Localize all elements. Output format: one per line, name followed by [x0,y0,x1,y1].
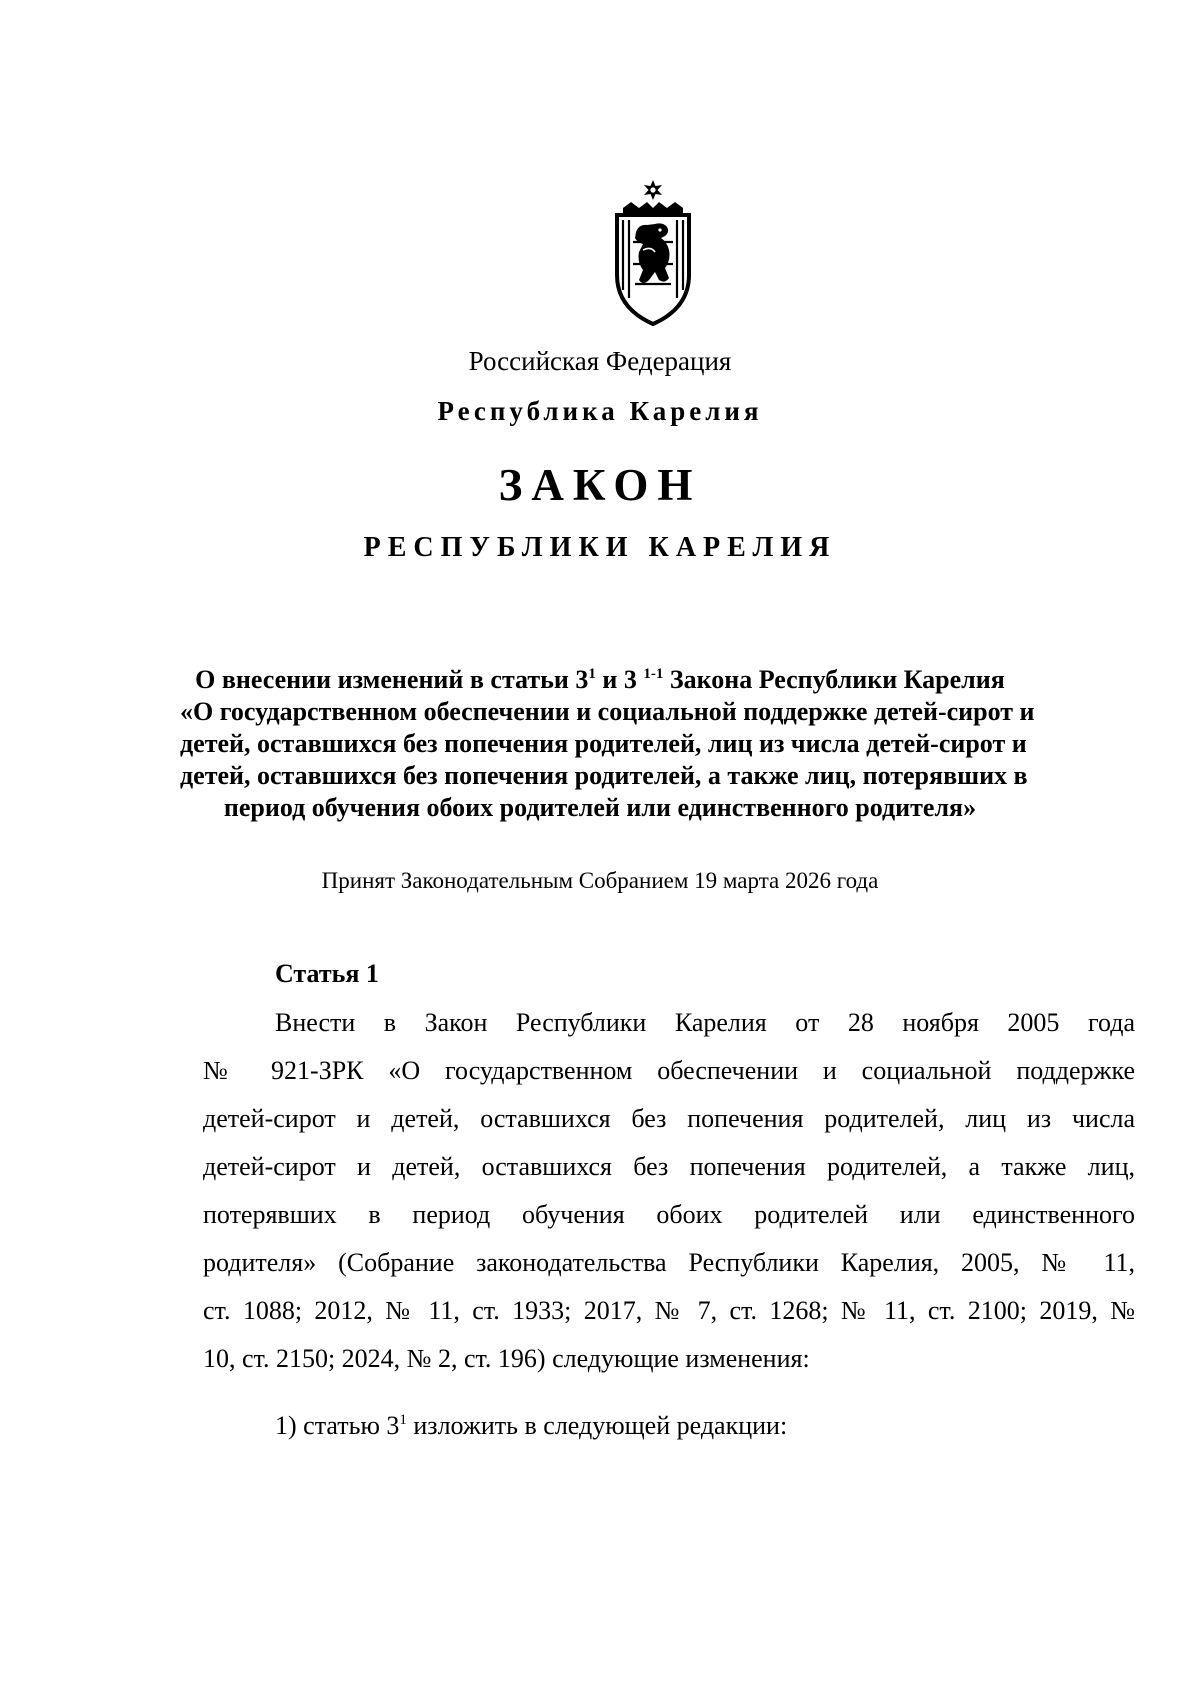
issuer-name: РЕСПУБЛИКИ КАРЕЛИЯ [363,532,837,563]
title-line-1: О внесении изменений в статьи $3^1$ и 3 $^{1-1}$ Закона Республики Карелия [195,665,1005,694]
article-line: потерявших в период обучения обоих родителей или единственного [203,1200,1135,1229]
article-line: детей-сирот и детей, оставшихся без попечения родителей, лиц из числа [203,1104,1135,1133]
article-line: Внести в Закон Республики Карелия от 28 ноября 2005 года [275,1008,1135,1037]
article-item-1: 1) статью $3^1$ изложить в следующей редакции: [275,1411,788,1440]
country-name: Российская Федерация [468,346,732,376]
article-line: № 921-ЗРК «О государственном обеспечении и социальной поддержке [203,1056,1135,1085]
title-line-5: период обучения обоих родителей или единственного родителя» [223,793,977,822]
article-body [203,999,1135,1383]
title-line-2: «О государственном обеспечении и социальной поддержке детей-сирот и [180,697,1035,726]
article-line: родителя» (Собрание законодательства Республики Карелия, 2005, № 11, [203,1248,1135,1277]
coat-of-arms-emblem [603,180,703,330]
adoption-note: Принят Законодательным Собранием 19 марта 2026 года [321,868,879,893]
title-line-4: детей, оставшихся без попечения родителей, а также лиц, потерявших в [180,761,1028,790]
law-title [180,664,1035,824]
article-line: 10, ст. 2150; 2024, № 2, ст. 196) следующие изменения: [203,1344,810,1373]
article-line: ст. 1088; 2012, № 11, ст. 1933; 2017, № 7, ст. 1268; № 11, ст. 2100; 2019, № [203,1296,1135,1325]
republic-name: Республика Карелия [437,396,763,426]
star-icon [644,180,662,200]
title-line-3: детей, оставшихся без попечения родителей, лиц из числа детей-сирот и [180,729,1027,758]
article-heading: Статья 1 [275,959,379,988]
article-line: детей-сирот и детей, оставшихся без попечения родителей, а также лиц, [203,1152,1135,1181]
document-type: ЗАКОН [498,460,702,510]
